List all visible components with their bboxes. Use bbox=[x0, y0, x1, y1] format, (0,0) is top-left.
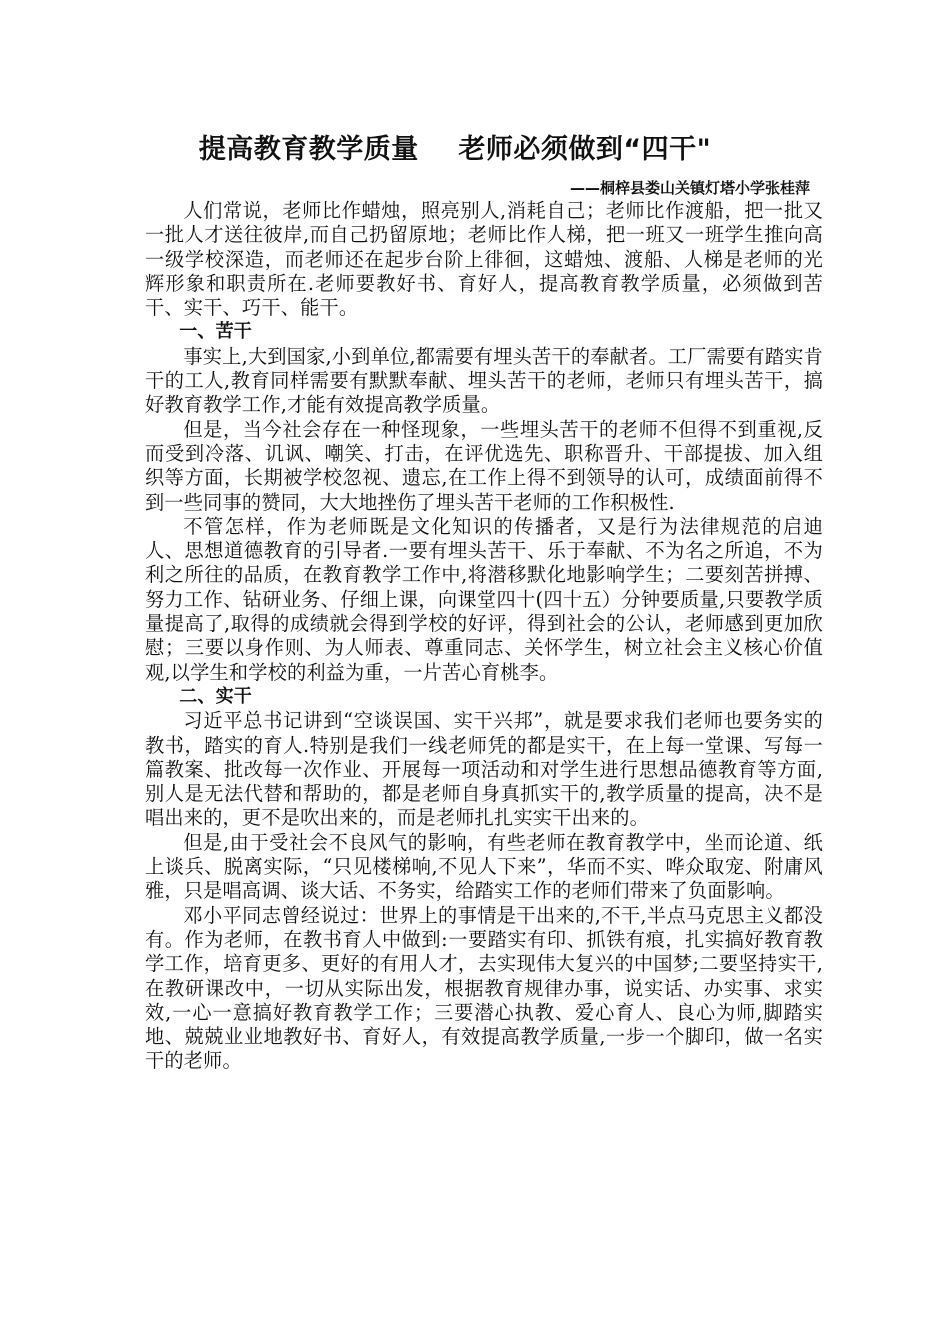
document-byline: ——桐梓县娄山关镇灯塔小学张桂萍 bbox=[569, 179, 810, 197]
paragraph: 但是，当今社会存在一种怪现象，一些埋头苦干的老师不但得不到重视,反而受到冷落、讥讽、嘲笑、打击，在评优选先、职称晋升、干部提拔、加入组织等方面，长期被学校忽视、遗忘,在工作上得不到领导的认可，成绩面前得不到一些同事的赞同，大大地挫伤了埋头苦干老师的工作积极性. bbox=[145, 417, 823, 514]
intro-paragraph: 人们常说，老师比作蜡烛，照亮别人,消耗自己；老师比作渡船，把一批又一批人才送往彼岸,而自己扔留原地；老师比作人梯，把一班又一班学生推向高一级学校深造，而老师还在起步台阶上徘徊，这蜡烛、渡船、人梯是老师的光辉形象和职责所在.老师要教好书、育好人，提高教育教学质量，必须做到苦干、实干、巧干、能干。 bbox=[145, 199, 823, 320]
paragraph: 但是,由于受社会不良风气的影响，有些老师在教育教学中，坐而论道、纸上谈兵、脱离实际，“只见楼梯响,不见人下来”，华而不实、哗众取宠、附庸风雅，只是唱高调、谈大话、不务实，给踏实工作的老师们带来了负面影响。 bbox=[145, 830, 823, 903]
paragraph: 习近平总书记讲到“空谈误国、实干兴邦”，就是要求我们老师也要务实的教书，踏实的育人.特别是我们一线老师凭的都是实干，在上每一堂课、写每一篇教案、批改每一次作业、开展每一项活动和对学生进行思想品德教育等方面,别人是无法代替和帮助的，都是老师自身真抓实干的,教学质量的提高，决不是唱出来的，更不是吹出来的，而是老师扎扎实实干出来的。 bbox=[145, 709, 823, 830]
section-heading-kugan: 一、苦干 bbox=[179, 321, 252, 343]
paragraph: 不管怎样，作为老师既是文化知识的传播者，又是行为法律规范的启迪人、思想道德教育的引导者.一要有埋头苦干、乐于奉献、不为名之所追，不为利之所往的品质，在教育教学工作中,将潜移默化地影响学生；二要刻苦拼搏、努力工作、钻研业务、仔细上课，向课堂四十(四十五）分钟要质量,只要教学质量提高了,取得的成绩就会得到学校的好评，得到社会的公认，老师感到更加欣慰；三要以身作则、为人师表、尊重同志、关怀学生，树立社会主义核心价值观,以学生和学校的利益为重，一片苦心育桃李。 bbox=[145, 514, 823, 684]
paragraph: 邓小平同志曾经说过：世界上的事情是干出来的,不干,半点马克思主义都没有。作为老师，在教书育人中做到:一要踏实有印、抓铁有痕，扎实搞好教育教学工作，培育更多、更好的有用人才，去实现伟大复兴的中国梦;二要坚持实干,在教研课改中，一切从实际出发，根据教育规律办事，说实话、办实事、求实效,一心一意搞好教育教学工作；三要潜心执教、爱心育人、良心为师,脚踏实地、兢兢业业地教好书、育好人，有效提高教学质量,一步一个脚印，做一名实干的老师。 bbox=[145, 903, 823, 1073]
document-body bbox=[145, 199, 823, 1074]
document-title: 提高教育教学质量 老师必须做到“四干" bbox=[198, 134, 712, 165]
paragraph: 事实上,大到国家,小到单位,都需要有埋头苦干的奉献者。工厂需要有踏实肯干的工人,教育同样需要有默默奉献、埋头苦干的老师，老师只有埋头苦干，搞好教育教学工作,才能有效提高教学质量。 bbox=[145, 344, 823, 417]
section-heading-shigan: 二、实干 bbox=[179, 685, 252, 707]
